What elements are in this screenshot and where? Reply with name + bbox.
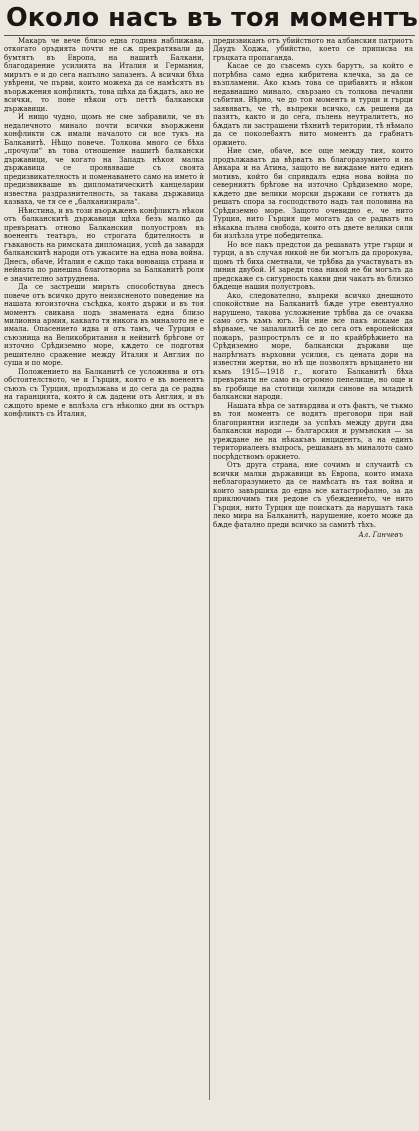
article-headline: Около насъ въ тоя моментъ: [6, 3, 418, 33]
column-divider: [209, 40, 210, 1100]
headline-rule: [4, 35, 415, 36]
right-column: [213, 37, 413, 1127]
paragraph: Но все пакъ предстои да решаватъ утре гърци и турци, а въ случая никой не би могълъ да пророкува, щомъ тѣ биха сметнали, че трѣбва да участвуватъ въ линия двубой. И зареди това никой не би могълъ да предскаже съ сигурность какви дни чакатъ въ близко бѫдеще нашия полустровъ.: [213, 240, 413, 292]
paragraph: Да се застреши мирътъ способствува днесъ повече отъ всичко друго неизясненото поведение на нашата югоизточна съсѣдка, която държи и въ тоя моментъ свикана подъ знамената една близо милионна армия, каквато тя никога въ миналото не е имала. Опасението идва и отъ тамъ, че Турция е съюзница на Великобритания и нейнитѣ брѣгове от източно Срѣдиземно море, кѫдето се подготвя решително сражение между Италия и Англия по суша и по море.: [4, 283, 204, 368]
paragraph: Нашата вѣра се затвърдява и отъ фактъ, че тъкмо въ тоя моментъ се водятъ преговори при най благоприятни изгледи за успѣхъ между други два балкански народи — българския и румънския — за уреждане не на нѣкакъвъ инцидентъ, а на единъ териториаленъ въпросъ, решаванъ въ миналото само посрѣдствомъ оржието.: [213, 401, 413, 461]
paragraph: Макаръ че вече близо една година наближава, откогато оръдията почти не сѫ прекратявали да бумтятъ въ Европа, на нашитѣ Балкани, благодарение усилията на Италия и Германия, мирътъ е и до сега напълно запазенъ. А всички бѣха увѣрени, че първи, които можеха да се намѣсятъ въ въорѫжения конфликтъ, това щѣха да бѫдатъ, ако не всички, то поне нѣкои отъ петтѣ балкански държавици.: [4, 37, 204, 113]
paragraph: предизвиканъ отъ убийството на албанския патриотъ Даудъ Ходжа, убийство, което се приписва на гръцката пропаганда.: [213, 37, 413, 62]
author-signature: Ал. Ганчевъ: [358, 531, 403, 540]
paragraph: Отъ друга страна, ние сочимъ и случаитѣ съ всички малки държавици въ Европа, които имаха неблагоразумието да се намѣсатъ въ тая война и които завършиха до една все катастрофално, за да приключимъ тия редове съ убеждението, че нито Гърция, нито Турция ще поискатъ да нарушатъ така леко мира на Балканитѣ, нарушение, което може да бѫде фатално преди всичко за самитѣ тѣхъ.: [213, 461, 413, 529]
paragraph: Положението на Балканитѣ се усложнява и отъ обстоятелството, че и Гърция, която е въ военентъ съюзъ съ Турция, продължава и до сега да се радва на гаранцията, която ѝ сѫ дадени отъ Англия, и въ сѫщото време е вплѣзла сгъ нѣколко дни въ остъръ конфликтъ съ Италия,: [4, 367, 204, 419]
paragraph: Ако, следователно, въпреки всичко днешното спокойствие на Балканитѣ бѫде утре евентуално нарушено, такова усложнение трѣбва да се очаква само отъ къмъ югъ. Ни ние все пакъ искаме да вѣрваме, че запалилитѣ се до сега отъ европейския пожаръ, разпрострълъ се и по крайбрѣжието на Срѣдиземно море, балкански държави ще напрѣгнатъ върховни усилия, съ цената дори на известни жертви, но нѣ ще позволятъ връщането ни къмъ 1915—1918 г., когато Балканитѣ бѣха превърнати не само въ огромно пепелище, но още и въ гробище на стотици хиляди синове на младитѣ балкански народи.: [213, 291, 413, 402]
paragraph: Касае се до съвсемъ сухъ барутъ, за който е потрѣбна само една кибритена клечка, за да се възпламени. Ако къмъ това се прибавятъ и нѣкои недавнашно минало, свързано съ толкова печални събития. Вѣрно, че до тоя моментъ и турци и гърци заявяватъ, че тѣ, въпреки всичко, сѫ решени да пазятъ, както и до сега, пълень неутралитетъ, но бѫдатъ ли застрашени тѣхнитѣ територии, тѣ нѣмало да се поколебаятъ нито моментъ да грабнатъ оржието.: [213, 62, 413, 147]
paragraph: Нѣистина, и въ този въорѫженъ конфликтъ нѣкои отъ балканскитѣ държавици щѣха безъ малко да превърнатъ отново Балканския полуостровъ въ военентъ театъръ, но строгата бдителность и гъвкавость на римската дипломация, успѣ да завардя балканскитѣ народи отъ ужасите на една нова война. Днесъ, обаче, Италия е сѫщо така воюваща страна и нейната по ранешна благотворна за Балканитѣ роля е значително затруднена.: [4, 206, 204, 283]
paragraph: И нищо чудно, щомъ не сме забравили, че въ недалечното минало почти всички въорѫжени конфликти сѫ имали началото си все тукъ на Балканитѣ. Нѣщо повече. Толкова много се бѣха „прочули“ въ това отношение нашитѣ балкански държавици, че когато на Западъ нѣкоя малка държавица се проявяваше съ своята предизвикателность и поменаването само на името ѝ предизвикваше въ дипломатическитѣ канцеларии известна раздразнителность, за такава държавица казваха, че тя се е „балканизирала“.: [4, 113, 204, 207]
left-column: [4, 37, 204, 1007]
paragraph: Ние сме, обаче, все още между тия, които продължаватъ да вѣрватъ въ благоразумието и на Анкара и на Атина, защото не виждаме нито единъ мотивъ, който би спрявдалъ една нова война по северниятъ брѣгове на източно Срѣдиземно море, кѫдето две велики морски държави се готвятъ да решатъ спора за господството надъ тая половина на Срѣдиземно море. Защото очевидно е, че нито Турция, нито Гърция ще могатъ да се радватъ на нѣкаква пълна свобода, които отъ двете велики сили би излѣзла утре победителка.: [213, 147, 413, 241]
